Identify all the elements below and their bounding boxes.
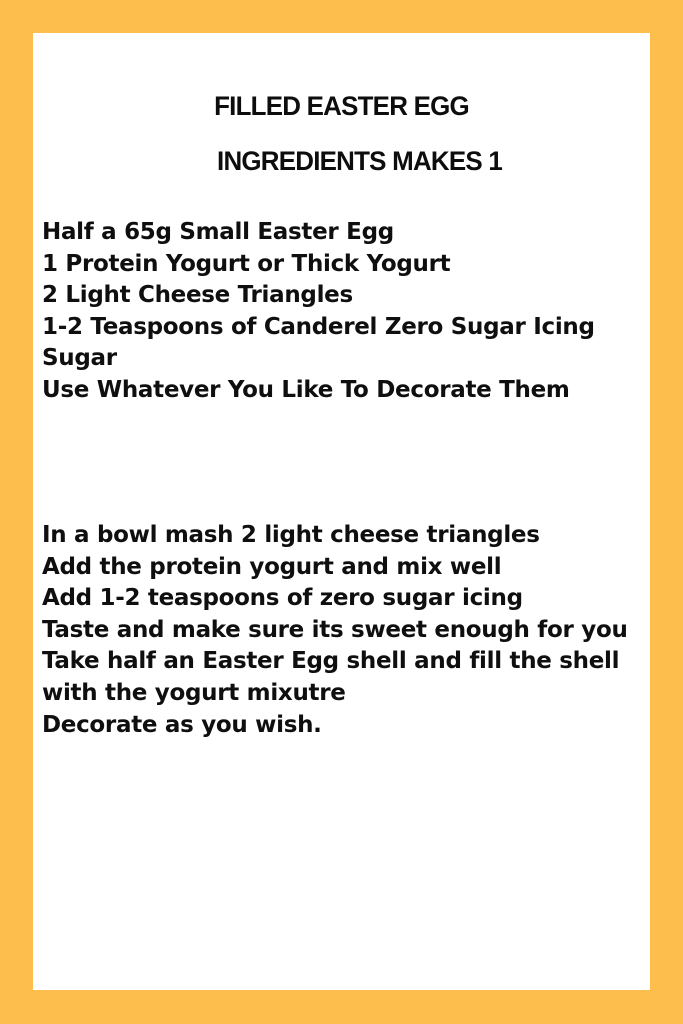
- recipe-card: [33, 33, 650, 990]
- recipe-title: FILLED EASTER EGG: [214, 91, 469, 121]
- ingredient-line: Use Whatever You Like To Decorate Them: [42, 376, 570, 403]
- ingredient-line: 2 Light Cheese Triangles: [42, 282, 353, 309]
- ingredient-line: Sugar: [42, 345, 117, 372]
- instruction-line: Taste and make sure its sweet enough for you: [42, 616, 628, 643]
- instruction-line: Decorate as you wish.: [42, 711, 322, 738]
- instructions-list: [42, 520, 636, 741]
- instruction-line: In a bowl mash 2 light cheese triangles: [42, 522, 540, 548]
- ingredients-heading: INGREDIENTS MAKES 1: [217, 146, 502, 176]
- ingredient-line: 1 Protein Yogurt or Thick Yogurt: [42, 250, 451, 277]
- ingredients-list: [42, 217, 636, 407]
- ingredient-line: 1-2 Teaspoons of Canderel Zero Sugar Icing: [42, 313, 595, 340]
- instruction-line: Add 1-2 teaspoons of zero sugar icing: [42, 585, 523, 612]
- instruction-line: with the yogurt mixutre: [42, 679, 346, 706]
- instruction-line: Add the protein yogurt and mix well: [42, 553, 502, 580]
- instruction-line: Take half an Easter Egg shell and fill the shell: [42, 648, 620, 675]
- ingredient-line: Half a 65g Small Easter Egg: [42, 219, 394, 245]
